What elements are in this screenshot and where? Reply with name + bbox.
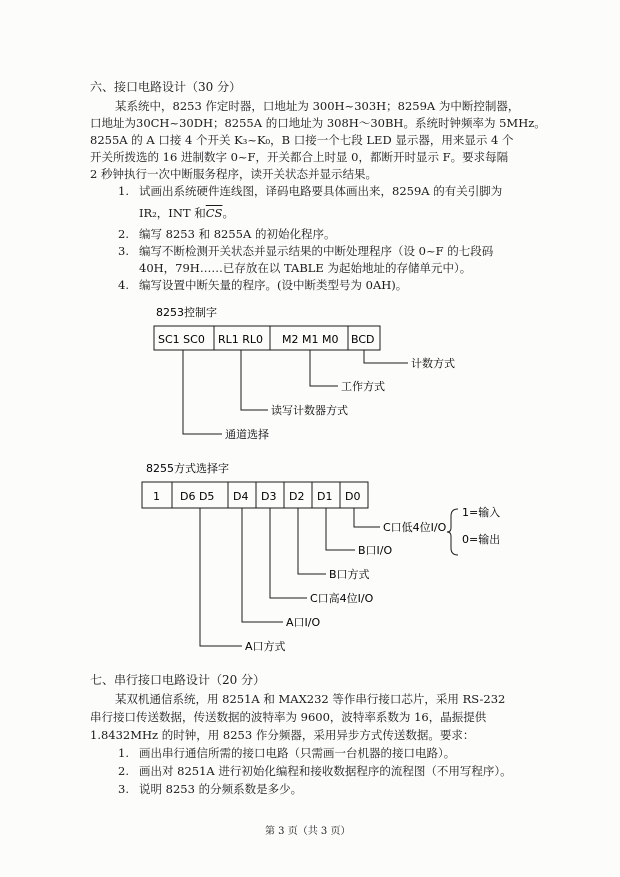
s7-q2-number: 2. [118,764,129,778]
s6-q2: 编写 8253 和 8255A 的初始化程序。 [139,227,336,241]
label-working-mode: 工作方式 [341,380,385,393]
s6-q1-line2-suffix: 。 [222,206,234,220]
cell-d6d5: D6 D5 [180,490,215,503]
s6-q1-line1: 试画出系统硬件连线图，译码电路要具体画出来，8259A 的有关引脚为 [139,184,503,198]
s6-q4-number: 4. [118,278,129,292]
label-b-io: B口I/O [358,544,393,557]
option-brace [447,509,458,555]
section6-intro-line2: 口地址为30CH~30DH；8255A 的口地址为 308H～30BH。系统时钟频率为 5MHz。 [90,116,546,130]
leader-d4 [242,508,283,622]
section7-intro-line3: 1.8432MHz 的时钟，用 8253 作分频器，采用异步方式传送数据。要求： [90,728,475,742]
s7-q1-number: 1. [118,746,129,760]
leader-sc [183,350,222,434]
leader-bcd [364,350,408,363]
section6-intro-line4: 开关所拨选的 16 进制数字 0~F，开关都合上时显 0，都断开时显示 F。要求每隔 [90,150,509,164]
section6-intro-line1: 某系统中，8253 作定时器，口地址为 300H~303H；8259A 为中断控制器， [115,99,520,113]
leader-rl [241,350,268,410]
section6-intro-line3: 8255A 的 A 口接 4 个开关 K₃~K₀，B 口接一个七段 LED 显示器，用来显示 4 个 [90,133,514,147]
cell-1: 1 [153,490,160,503]
label-input: 1=输入 [462,506,501,519]
label-counting-mode: 计数方式 [411,357,455,370]
section7-intro-line2: 串行接口传送数据，传送数据的波特率为 9600，波特率系数为 16，晶振提供 [90,710,487,724]
leader-d65 [200,508,242,646]
section6-intro-line5: 2 秒钟执行一次中断服务程序，读开关状态并显示结果。 [90,167,377,181]
s6-q3-line1: 编写不断检测开关状态并显示结果的中断处理程序（设 0~F 的七段码 [139,244,494,258]
cell-d2: D2 [289,490,305,503]
cell-rl: RL1 RL0 [218,333,264,346]
label-output: 0=输出 [462,533,501,546]
s7-q2: 画出对 8251A 进行初始化编程和接收数据程序的流程图（不用写程序）。 [139,764,512,778]
section7-heading: 七、串行接口电路设计（20 分） [90,673,266,687]
s6-q1-line2-prefix: IR₂，INT 和 [139,206,206,220]
cell-d0: D0 [345,490,361,503]
s6-q2-number: 2. [118,227,129,241]
section6-heading: 六、接口电路设计（30 分） [90,80,242,94]
label-b-mode: B口方式 [329,568,370,581]
cell-bcd: BCD [351,333,375,346]
diagram-8253-title: 8253控制字 [156,306,217,319]
leader-m [310,350,338,386]
section7-intro-line1: 某双机通信系统，用 8251A 和 MAX232 等作串行接口芯片，采用 RS-232 [115,692,506,706]
label-channel-select: 通道选择 [225,428,269,441]
leader-d3 [270,508,307,598]
cell-d1: D1 [317,490,333,503]
s6-q3-number: 3. [118,244,129,258]
page-footer: 第 3 页（共 3 页） [265,826,351,837]
label-c-low-io: C口低4位I/O [383,521,447,534]
s7-q1: 画出串行通信所需的接口电路（只需画一台机器的接口电路）。 [139,746,456,760]
label-rw-mode: 读写计数器方式 [271,404,348,417]
s7-q3-number: 3. [118,782,129,796]
label-a-io: A口I/O [286,616,321,629]
diagram-8255-title: 8255方式选择字 [146,462,229,475]
s6-q3-line2: 40H，79H……已存放在以 TABLE 为起始地址的存储单元中）。 [139,261,472,275]
leader-d0 [354,508,380,527]
leader-d2 [298,508,326,574]
leader-d1 [326,508,355,550]
s7-q3: 说明 8253 的分频系数是多少。 [139,782,303,796]
cell-sc: SC1 SC0 [158,333,205,346]
label-c-high-io: C口高4位I/O [310,592,374,605]
s6-q4: 编写设置中断矢量的程序。(设中断类型号为 0AH)。 [139,278,408,292]
cell-m: M2 M1 M0 [282,333,339,346]
cell-d3: D3 [261,490,277,503]
cell-d4: D4 [233,490,249,503]
s6-q1-number: 1. [118,184,129,198]
diagram-8255-boxes [142,482,368,508]
cs-signal: $\overline{CS}$ [205,206,223,220]
label-a-mode: A口方式 [245,640,286,653]
